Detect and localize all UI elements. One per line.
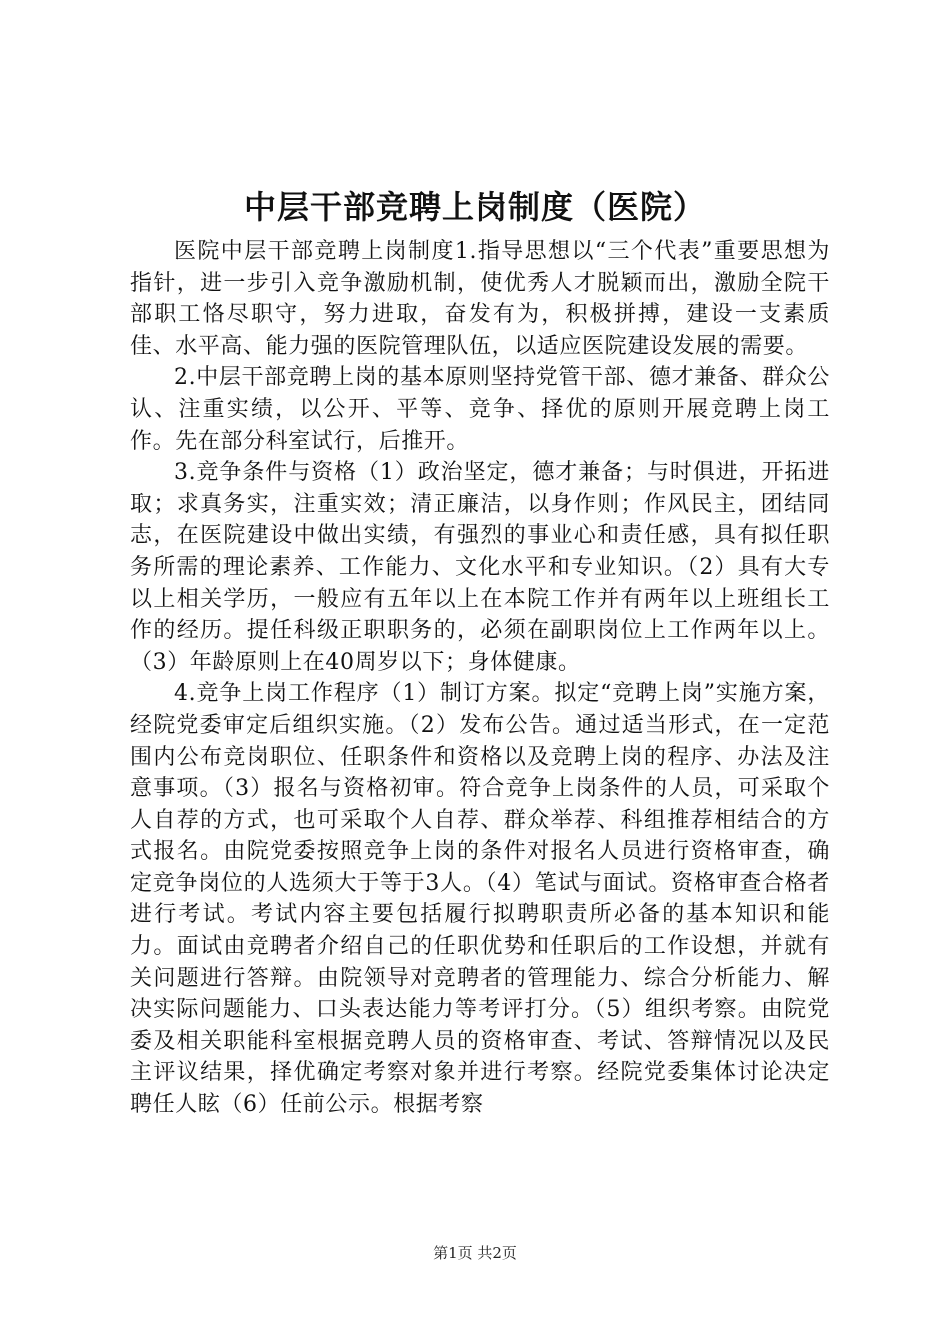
paragraph-guiding-ideology: 医院中层干部竞聘上岗制度1.指导思想以“三个代表”重要思想为指针，进一步引入竞争激励机制，使优秀人才脱颖而出，激励全院干部职工恪尽职守，努力进取，奋发有为，积极拼搏，建设一支素质佳、水平高、能力强的医院管理队伍，以适应医院建设发展的需要。 [130,239,830,359]
page-footer: 第1页 共2页 [433,1244,517,1262]
paragraph-basic-principles: 2.中层干部竞聘上岗的基本原则坚持党管干部、德才兼备、群众公认、注重实绩，以公开、平等、竞争、择优的原则开展竞聘上岗工作。先在部分科室试行，后推开。 [130,365,830,454]
document-body [130,236,830,1121]
document-title: 中层干部竞聘上岗制度（医院） [243,188,706,226]
paragraph-conditions-qualifications: 3.竞争条件与资格（1）政治坚定，德才兼备；与时俱进，开拓进取；求真务实，注重实效；清正廉洁，以身作则；作风民主，团结同志，在医院建设中做出实绩，有强烈的事业心和责任感，具有拟任职务所需的理论素养、工作能力、文化水平和专业知识。（2）具有大专以上相关学历，一般应有五年以上在本院工作并有两年以上班组长工作的经历。提任科级正职职务的，必须在副职岗位上工作两年以上。（3）年龄原则上在40周岁以下；身体健康。 [130,460,830,675]
paragraph-work-procedure: 4.竞争上岗工作程序（1）制订方案。拟定“竞聘上岗”实施方案，经院党委审定后组织实施。（2）发布公告。通过适当形式，在一定范围内公布竞岗职位、任职条件和资格以及竞聘上岗的程序、办法及注意事项。（3）报名与资格初审。符合竞争上岗条件的人员，可采取个人自荐的方式，也可采取个人自荐、群众举荐、科组推荐相结合的方式报名。由院党委按照竞争上岗的条件对报名人员进行资格审查，确定竞争岗位的人选须大于等于3人。（4）笔试与面试。资格审查合格者进行考试。考试内容主要包括履行拟聘职责所必备的基本知识和能力。面试由竞聘者介绍自己的任职优势和任职后的工作设想，并就有关问题进行答辩。由院领导对竞聘者的管理能力、综合分析能力、解决实际问题能力、口头表达能力等考评打分。（5）组织考察。由院党委及相关职能科室根据竞聘人员的资格审查、考试、答辩情况以及民主评议结果，择优确定考察对象并进行考察。经院党委集体讨论决定聘任人眩（6）任前公示。根据考察 [130,681,830,1118]
